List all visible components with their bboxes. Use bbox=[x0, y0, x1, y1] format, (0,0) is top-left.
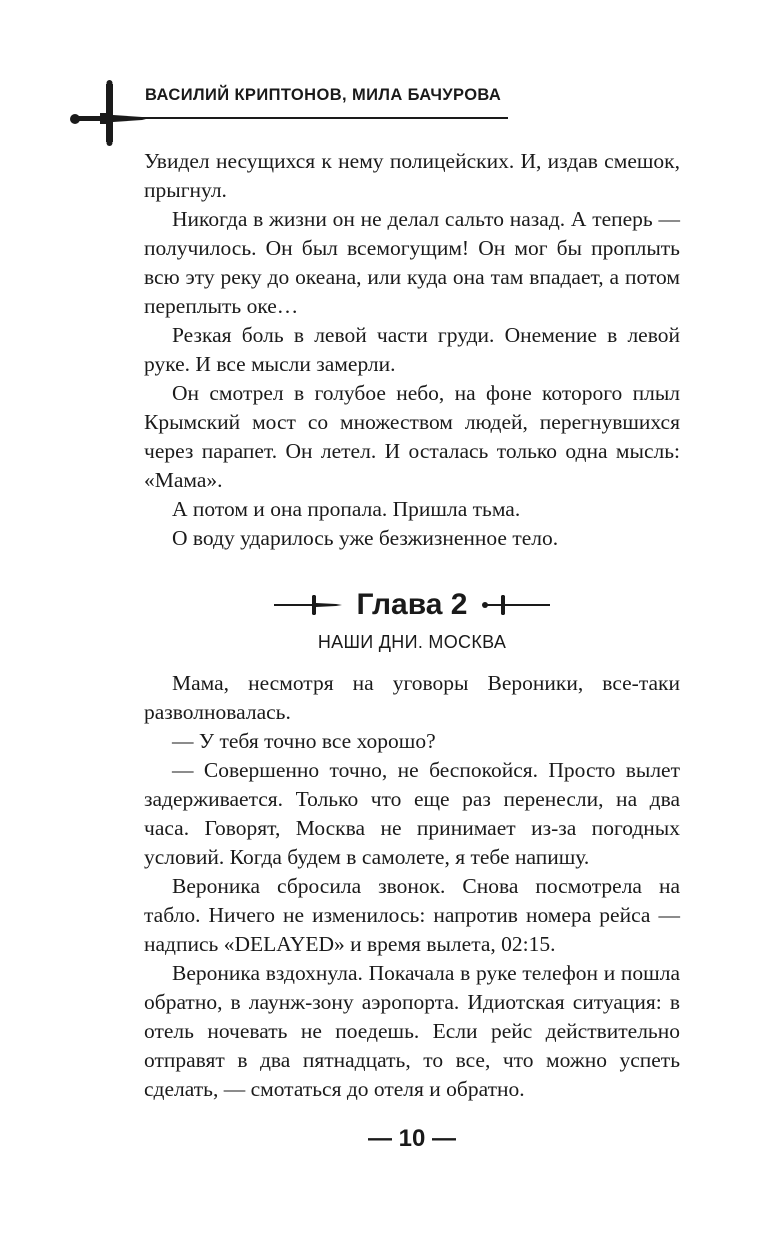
sword-ornament-icon bbox=[68, 80, 148, 146]
paragraph: Никогда в жизни он не делал сальто назад. А теперь — получилось. Он был всемогущим! Он мог бы проплыть всю эту реку до океана, или куда она там впадает, а потом переплыть оке… bbox=[144, 207, 680, 318]
chapter-title: Глава 2 bbox=[356, 588, 468, 621]
paragraph: — Совершенно точно, не беспокойся. Просто вылет задерживается. Только что еще раз перенесли, на два часа. Говорят, Москва не принимает из-за погодных условий. Когда будем в самолете, я тебе напишу. bbox=[144, 758, 680, 869]
running-header bbox=[0, 0, 768, 110]
running-header-author: ВАСИЛИЙ КРИПТОНОВ, МИЛА БАЧУРОВА bbox=[145, 86, 502, 104]
paragraph: Резкая боль в левой части груди. Онемение в левой руке. И все мысли замерли. bbox=[144, 323, 680, 376]
paragraph: Он смотрел в голубое небо, на фоне которого плыл Крымский мост со множеством людей, перегнувшихся через парапет. Он летел. И осталась только одна мысль: «Мама». bbox=[144, 381, 680, 492]
chapter-heading bbox=[144, 583, 680, 627]
paragraph: А потом и она пропала. Пришла тьма. bbox=[172, 497, 521, 521]
paragraph: Вероника сбросила звонок. Снова посмотрела на табло. Ничего не изменилось: напротив номера рейса — надпись «DELAYED» и время вылета, 02:15. bbox=[144, 874, 680, 956]
paragraph: Увидел несущихся к нему полицейских. И, издав смешок, прыгнул. bbox=[144, 149, 680, 202]
paragraph: Мама, несмотря на уговоры Вероники, все-таки разволновалась. bbox=[144, 671, 680, 724]
text-block-before-chapter bbox=[144, 147, 680, 553]
text-block-chapter-2 bbox=[144, 669, 680, 1104]
page-number: — 10 — bbox=[367, 1125, 457, 1152]
right-sword-ornament-icon bbox=[482, 595, 550, 615]
paragraph: Вероника вздохнула. Покачала в руке телефон и пошла обратно, в лаунж-зону аэропорта. Идиотская ситуация: в отель ночевать не поедешь. Если рейс действительно отправят в два пятнадцать, то все, что можно успеть сделать, — смотаться до отеля и обратно. bbox=[144, 961, 680, 1101]
header-rule bbox=[72, 117, 508, 119]
paragraph: О воду ударилось уже безжизненное тело. bbox=[172, 526, 559, 550]
left-sword-ornament-icon bbox=[274, 595, 342, 615]
chapter-subtitle: НАШИ ДНИ. МОСКВА bbox=[317, 632, 507, 652]
paragraph: — У тебя точно все хорошо? bbox=[172, 729, 436, 753]
